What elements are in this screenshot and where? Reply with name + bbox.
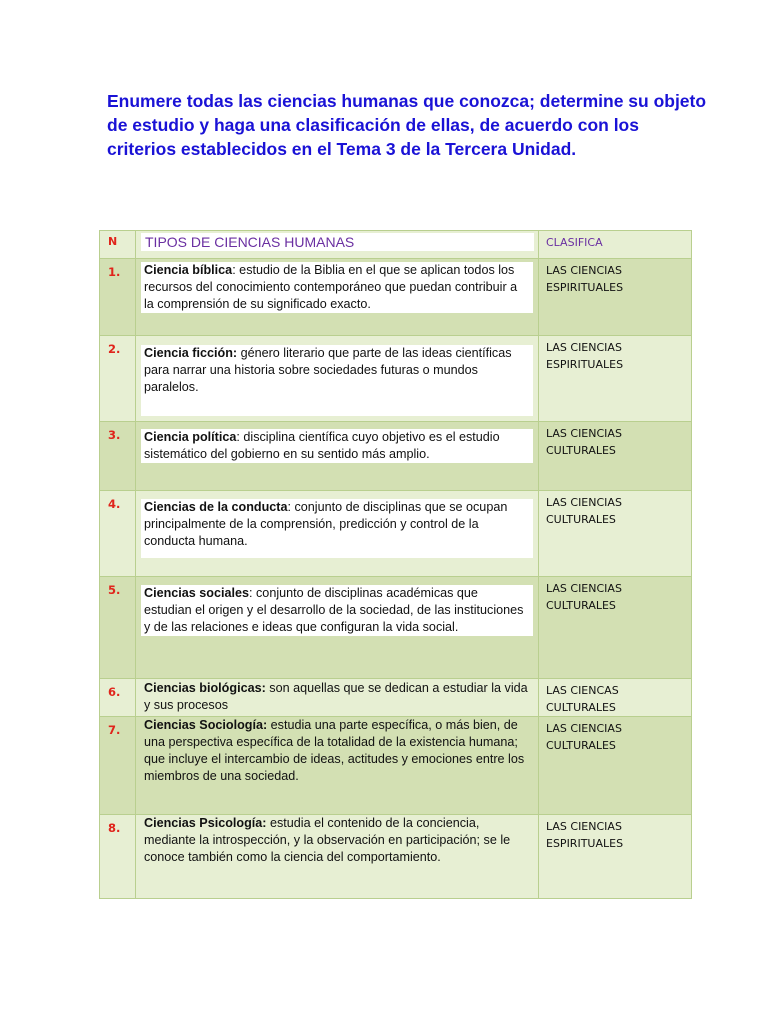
row-class-line-2: CULTURALES	[546, 513, 616, 526]
header-n-cell	[100, 231, 136, 259]
row-term-sep: :	[236, 430, 240, 444]
table-row	[100, 577, 692, 679]
row-class-line-1: LAS CIENCIAS	[546, 582, 622, 595]
table-row	[100, 336, 692, 422]
row-classification	[539, 717, 692, 815]
table-row	[100, 491, 692, 577]
row-term: Ciencias de la conducta	[144, 500, 288, 514]
row-classification	[539, 577, 692, 679]
row-description	[136, 815, 539, 899]
table-row	[100, 679, 692, 717]
row-description	[136, 491, 539, 577]
row-text: estudia una parte específica, o más bien, de una perspectiva específica de la totalidad de la existencia humana; que incluye el intercambio de ideas, actitudes y emociones entre los miembros de una sociedad.	[144, 718, 525, 783]
row-class-line-1: LAS CIENCIAS	[546, 341, 622, 354]
row-number: 5.	[100, 577, 136, 679]
row-number: 1.	[100, 259, 136, 336]
row-description	[136, 259, 539, 336]
row-class-line-2: CULTURALES	[546, 701, 616, 714]
sciences-table	[99, 230, 692, 899]
header-tipos-cell	[136, 231, 539, 259]
row-number: 8.	[100, 815, 136, 899]
row-classification	[539, 491, 692, 577]
row-number: 6.	[100, 679, 136, 717]
row-number: 2.	[100, 336, 136, 422]
row-text: son aquellas que se dedican a estudiar la vida y sus procesos	[144, 681, 528, 712]
row-text: : conjunto de disciplinas académicas que estudian el origen y el desarrollo de la sociedad, de las instituciones y de las relaciones e ideas que configuran la vida social.	[144, 586, 524, 634]
row-text: : conjunto de disciplinas que se ocupan principalmente de la comprensión, predicción y control de la conducta humana.	[144, 500, 508, 548]
row-text: disciplina científica cuyo objetivo es el estudio sistemático del gobierno en su sentido más amplio.	[144, 430, 500, 461]
row-description	[136, 577, 539, 679]
row-class-line-1: LAS CIENCAS	[546, 684, 619, 697]
row-term: Ciencia bíblica	[144, 263, 233, 277]
row-classification	[539, 815, 692, 899]
row-class-line-1: LAS CIENCIAS	[546, 264, 622, 277]
row-class-line-1: LAS CIENCIAS	[546, 722, 622, 735]
row-text: género literario que parte de las ideas científicas para narrar una historia sobre sociedades futuras o mundos paralelos.	[144, 346, 512, 394]
table-row	[100, 717, 692, 815]
row-term-sep: :	[232, 263, 236, 277]
row-classification	[539, 679, 692, 717]
row-description	[136, 422, 539, 491]
row-text: estudio de la Biblia en el que se aplican todos los recursos del conocimiento contemporáneo que puedan contribuir a la comprensión de su significado exacto.	[144, 263, 518, 311]
row-class-line-1: LAS CIENCIAS	[546, 496, 622, 509]
row-class-line-2: ESPIRITUALES	[546, 358, 624, 371]
row-text: estudia el contenido de la conciencia, mediante la introspección, y la observación en participación; se le conoce también como la ciencia del comportamiento.	[144, 816, 511, 864]
header-clasifica: CLASIFICA	[546, 236, 603, 249]
row-description	[136, 679, 539, 717]
row-class-line-2: ESPIRITUALES	[546, 837, 624, 850]
row-classification	[539, 336, 692, 422]
row-class-line-1: LAS CIENCIAS	[546, 820, 622, 833]
row-number: 7.	[100, 717, 136, 815]
table-row	[100, 815, 692, 899]
assignment-heading: Enumere todas las ciencias humanas que conozca; determine su objeto de estudio y haga una clasificación de ellas, de acuerdo con los criterios establecidos en el Tema 3 de la Tercera Unidad.	[107, 91, 707, 159]
row-term: Ciencia ficción:	[144, 346, 238, 360]
table-row	[100, 422, 692, 491]
table-row	[100, 259, 692, 336]
row-term: Ciencia política	[144, 430, 237, 444]
header-n: N	[108, 235, 118, 248]
row-class-line-2: CULTURALES	[546, 444, 616, 457]
row-term: Ciencias Psicología:	[144, 816, 267, 830]
row-term: Ciencias biológicas:	[144, 681, 266, 695]
table-header-row	[100, 231, 692, 259]
row-class-line-2: CULTURALES	[546, 739, 616, 752]
row-number: 4.	[100, 491, 136, 577]
row-number: 3.	[100, 422, 136, 491]
row-term: Ciencias Sociología:	[144, 718, 268, 732]
row-class-line-2: CULTURALES	[546, 599, 616, 612]
row-description	[136, 717, 539, 815]
row-classification	[539, 422, 692, 491]
row-term: Ciencias sociales	[144, 586, 250, 600]
row-description	[136, 336, 539, 422]
row-class-line-2: ESPIRITUALES	[546, 281, 624, 294]
row-class-line-1: LAS CIENCIAS	[546, 427, 622, 440]
header-clasifica-cell	[539, 231, 692, 259]
header-tipos: TIPOS DE CIENCIAS HUMANAS	[141, 233, 534, 251]
row-classification	[539, 259, 692, 336]
